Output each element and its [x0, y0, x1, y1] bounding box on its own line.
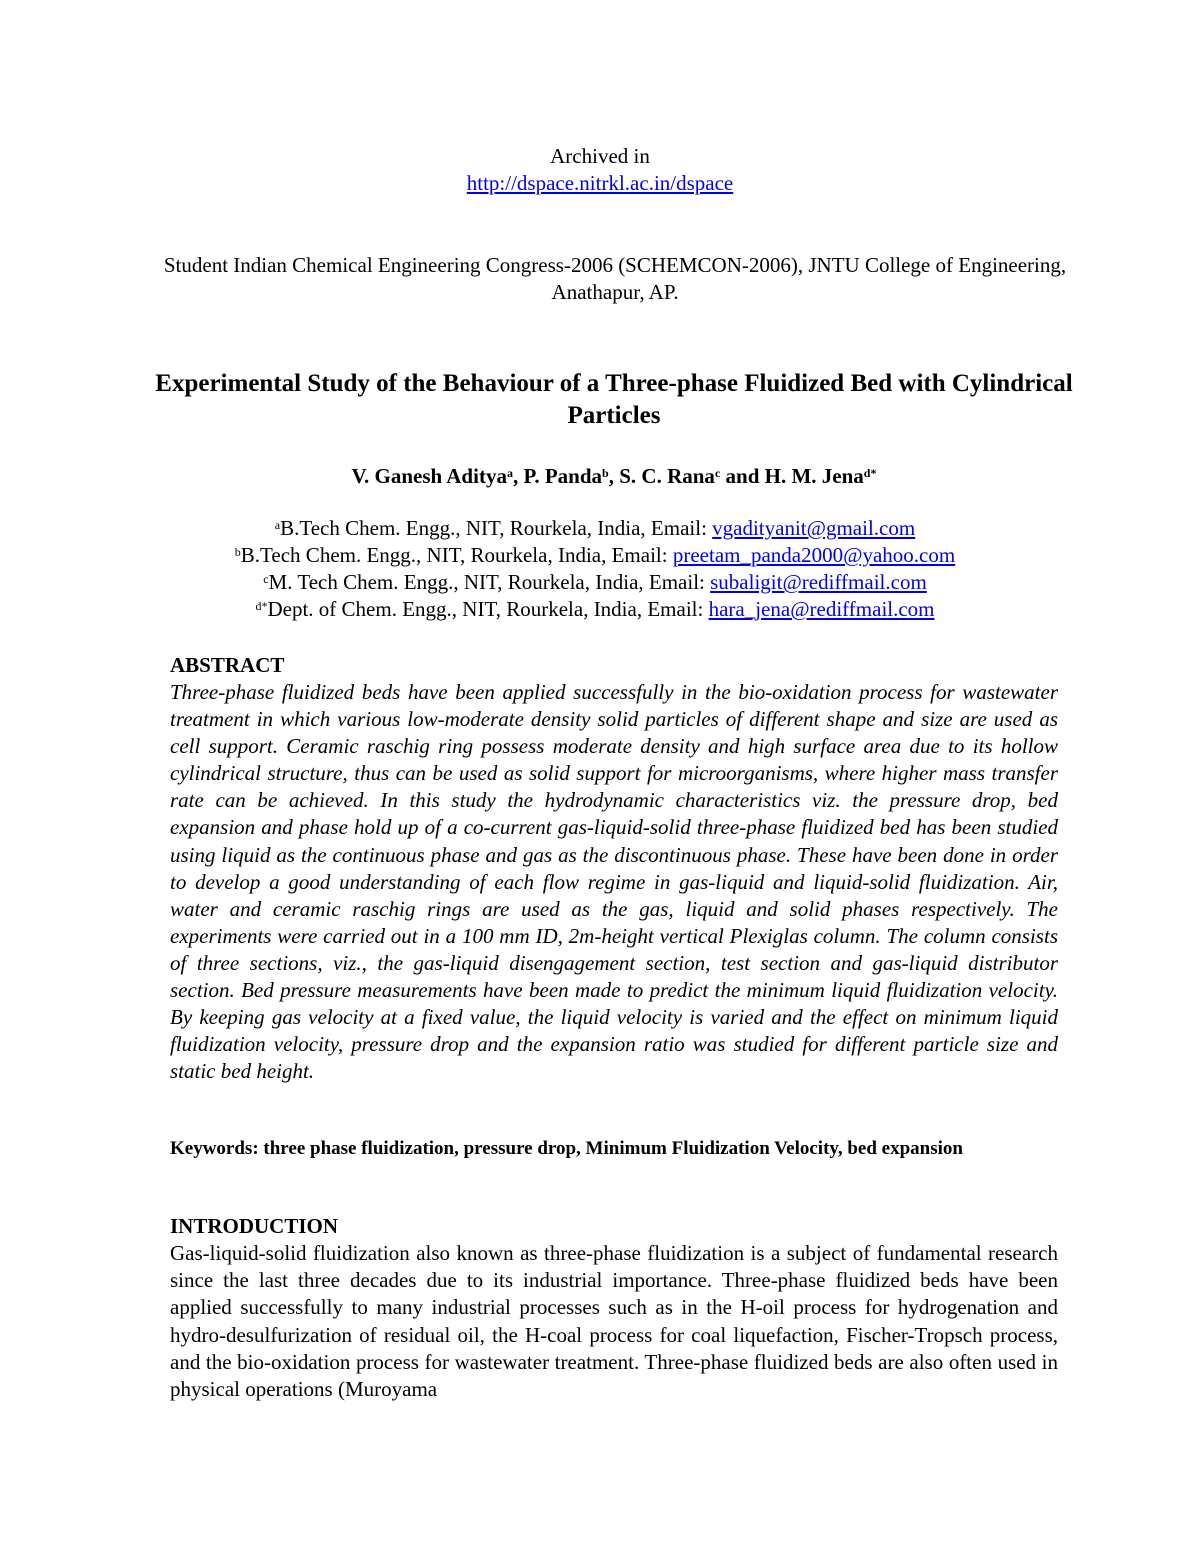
conference-info: Student Indian Chemical Engineering Congress-2006 (SCHEMCON-2006), JNTU College of Engineering, Anathapur, AP.: [163, 253, 1067, 304]
author-name: P. Panda: [523, 464, 603, 488]
email-link[interactable]: subaligit@rediffmail.com: [710, 570, 927, 594]
paper-title: Experimental Study of the Behaviour of a Three-phase Fluidized Bed with Cylindrical Particles: [155, 370, 1073, 429]
author-sep: and: [720, 464, 765, 488]
keywords: Keywords: three phase fluidization, pressure drop, Minimum Fluidization Velocity, bed expansion: [170, 1138, 963, 1159]
affiliation-line: [0, 596, 1190, 623]
affiliation-line: [0, 542, 1190, 569]
affiliation-list: [0, 515, 1190, 623]
archive-link[interactable]: http://dspace.nitrkl.ac.in/dspace: [466, 171, 734, 195]
affiliation-sup: d*: [255, 599, 268, 613]
author-sup: d*: [863, 466, 877, 480]
author-sep: ,: [608, 464, 620, 488]
affiliation-text: M. Tech Chem. Engg., NIT, Rourkela, India, Email:: [268, 570, 711, 594]
affiliation-sup: a: [274, 518, 281, 532]
affiliation-line: [0, 569, 1190, 596]
introduction-heading: INTRODUCTION: [170, 1214, 339, 1238]
archive-notice: [0, 143, 1200, 197]
affiliation-text: B.Tech Chem. Engg., NIT, Rourkela, India, Email:: [280, 516, 713, 540]
archive-label: Archived in: [550, 144, 650, 168]
author-name: H. M. Jena: [764, 464, 864, 488]
affiliation-text: Dept. of Chem. Engg., NIT, Rourkela, India, Email:: [267, 597, 709, 621]
abstract-body: Three-phase fluidized beds have been applied successfully in the bio-oxidation process for wastewater treatment in which various low-moderate density solid particles of different shape and size are used as cell support. Ceramic raschig ring possess moderate density and high surface area due to its hollow cylindrical structure, thus can be used as solid support for microorganisms, where higher mass transfer rate can be achieved. In this study the hydrodynamic characteristics viz. the pressure drop, bed expansion and phase hold up of a co-current gas-liquid-solid three-phase fluidized bed has been studied using liquid as the continuous phase and gas as the discontinuous phase. These have been done in order to develop a good understanding of each flow regime in gas-liquid and liquid-solid fluidization. Air, water and ceramic raschig rings are used as the gas, liquid and solid phases respectively. The experiments were carried out in a 100 mm ID, 2m-height vertical Plexiglas column. The column consists of three sections, viz., the gas-liquid disengagement section, test section and gas-liquid distributor section. Bed pressure measurements have been made to predict the minimum liquid fluidization velocity. By keeping gas velocity at a fixed value, the liquid velocity is varied and the effect on minimum liquid fluidization velocity, pressure drop and the expansion ratio was studied for different particle size and static bed height.: [170, 680, 1058, 1084]
author-name: S. C. Rana: [619, 464, 715, 488]
email-link[interactable]: vgadityanit@gmail.com: [712, 516, 916, 540]
abstract-heading: ABSTRACT: [170, 653, 285, 677]
author-list: [0, 462, 1200, 490]
author-sep: ,: [512, 464, 524, 488]
affiliation-line: [0, 515, 1190, 542]
affiliation-sup: c: [263, 572, 269, 586]
email-link[interactable]: preetam_panda2000@yahoo.com: [672, 543, 956, 567]
affiliation-sup: b: [234, 545, 241, 559]
email-link[interactable]: hara_jena@rediffmail.com: [708, 597, 935, 621]
introduction-body: Gas-liquid-solid fluidization also known as three-phase fluidization is a subject of fundamental research since the last three decades due to its industrial importance. Three-phase fluidized beds have been applied successfully to many industrial processes such as in the H-oil process for hydrogenation and hydro-desulfurization of residual oil, the H-coal process for coal liquefaction, Fischer-Tropsch process, and the bio-oxidation process for wastewater treatment. Three-phase fluidized beds are also often used in physical operations (Muroyama: [170, 1241, 1058, 1402]
author-sup: c: [714, 466, 721, 480]
author-sup: b: [602, 466, 609, 480]
author-name: V. Ganesh Aditya: [351, 464, 507, 488]
author-sup: a: [506, 466, 513, 480]
affiliation-text: B.Tech Chem. Engg., NIT, Rourkela, India, Email:: [240, 543, 673, 567]
